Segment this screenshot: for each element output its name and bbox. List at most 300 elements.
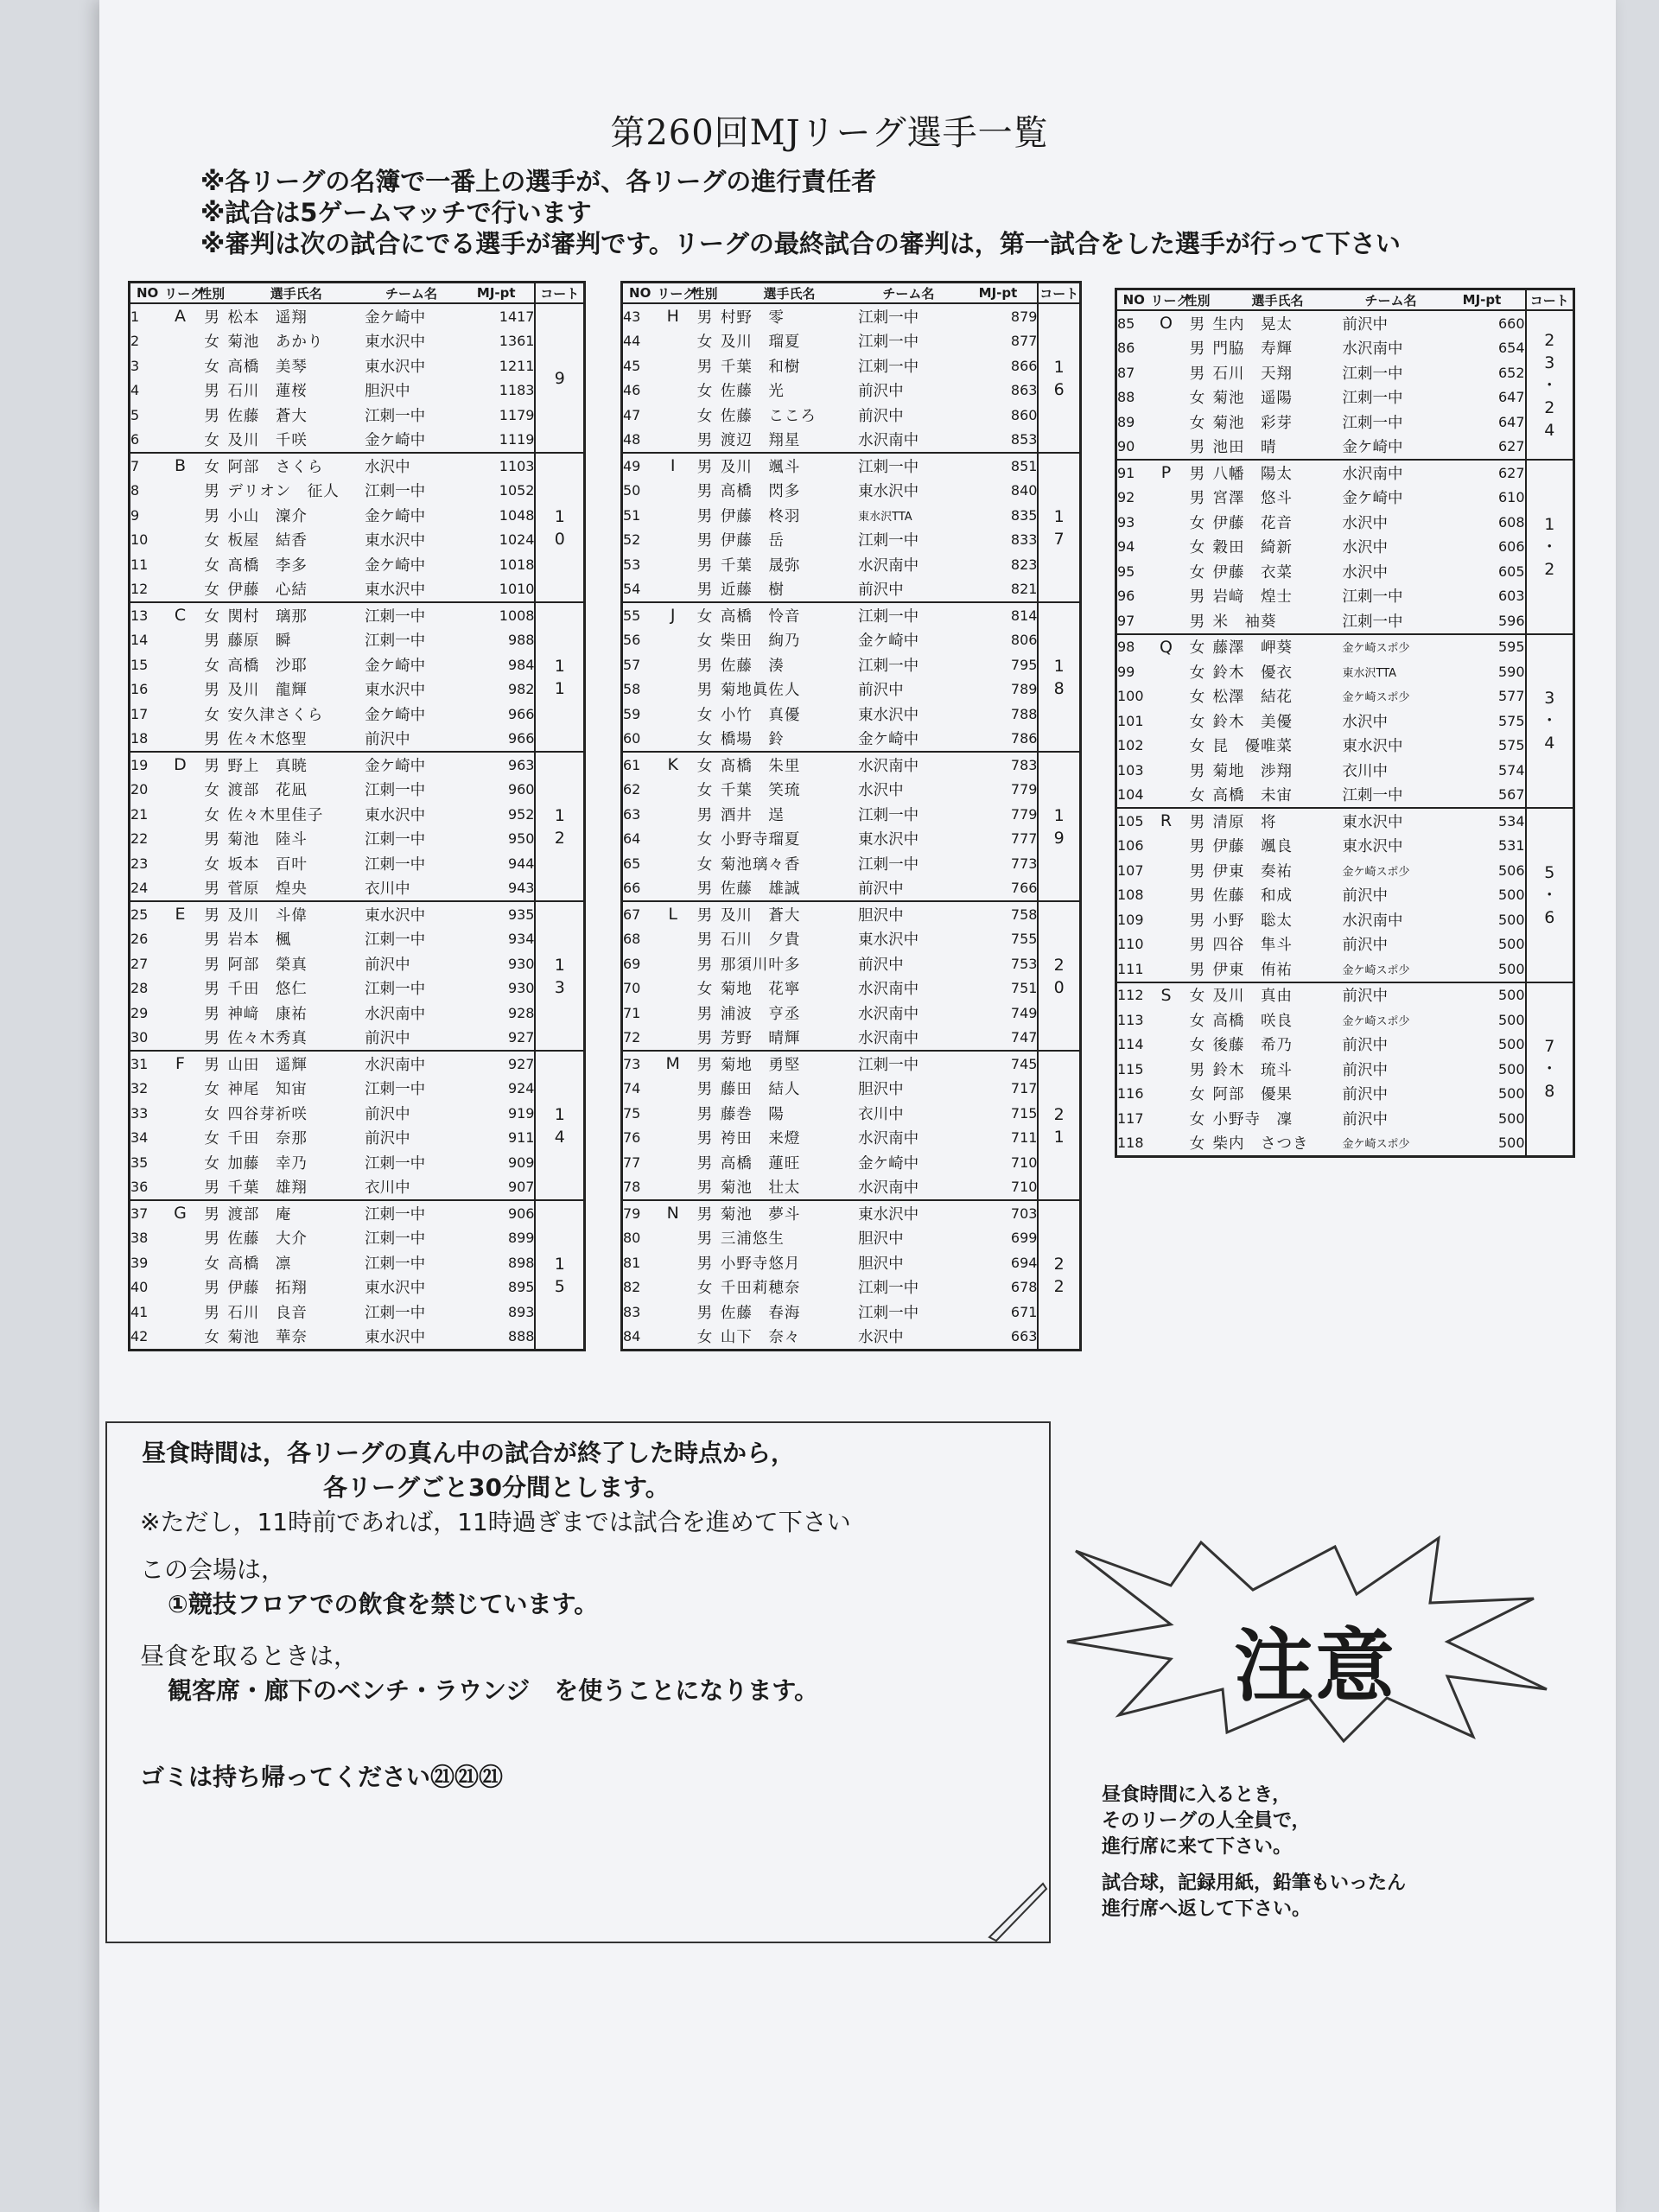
court-number bbox=[535, 1200, 584, 1351]
team-name: 金ケ崎中 bbox=[858, 1154, 919, 1173]
player-number: 64 bbox=[623, 830, 641, 848]
player-number: 20 bbox=[130, 781, 149, 798]
team-name: 水沢南中 bbox=[858, 1005, 919, 1023]
league-letter bbox=[657, 1126, 689, 1151]
player-gender: 男 bbox=[204, 931, 219, 950]
court-digit: 6 bbox=[1544, 907, 1555, 927]
mj-points: 863 bbox=[1010, 382, 1038, 399]
court-number bbox=[535, 1051, 584, 1200]
league-letter bbox=[164, 1001, 196, 1026]
team-name: 水沢南中 bbox=[858, 981, 919, 999]
team-name: 金ケ崎スポ少 bbox=[1342, 1138, 1410, 1152]
team-name: 東水沢中 bbox=[365, 901, 458, 927]
team-name: 江刺一中 bbox=[1342, 787, 1403, 805]
mj-points: 944 bbox=[507, 855, 535, 872]
column-header: チーム名 bbox=[1343, 289, 1440, 311]
player-row bbox=[130, 403, 585, 428]
lunch-line: この会場は， bbox=[140, 1555, 286, 1584]
team-name: 東水沢中 bbox=[365, 806, 426, 824]
player-row bbox=[622, 652, 1081, 677]
player-gender: 女 bbox=[204, 806, 219, 824]
player-gender: 女 bbox=[1189, 689, 1205, 707]
player-number: 52 bbox=[623, 531, 641, 549]
mj-points: 567 bbox=[1497, 786, 1525, 804]
league-letter: L bbox=[657, 901, 689, 927]
league-letter bbox=[657, 577, 689, 603]
mj-points: 1361 bbox=[499, 333, 535, 350]
team-name: 水沢南中 bbox=[365, 1005, 426, 1023]
league-letter bbox=[657, 552, 689, 577]
player-number: 75 bbox=[623, 1104, 641, 1122]
player-row bbox=[130, 927, 585, 952]
team-name: 江刺一中 bbox=[365, 407, 426, 425]
mj-points: 660 bbox=[1497, 315, 1525, 332]
player-number: 77 bbox=[623, 1154, 641, 1171]
player-row bbox=[130, 577, 585, 603]
player-row bbox=[622, 1077, 1081, 1102]
league-letter bbox=[164, 577, 196, 603]
mj-points: 606 bbox=[1497, 538, 1525, 556]
player-row bbox=[622, 303, 1081, 329]
mj-points: 500 bbox=[1497, 960, 1525, 977]
player-gender: 女 bbox=[204, 1130, 219, 1148]
mj-points: 966 bbox=[507, 730, 535, 747]
player-gender: 女 bbox=[204, 657, 219, 675]
player-number: 114 bbox=[1117, 1036, 1144, 1053]
player-name: 高橋 閃多 bbox=[720, 483, 801, 501]
player-name: 野上 真暁 bbox=[227, 752, 365, 778]
mj-points: 911 bbox=[507, 1129, 535, 1147]
team-name: 東水沢中 bbox=[365, 582, 426, 600]
team-name: 江刺一中 bbox=[365, 1230, 426, 1249]
mj-points: 577 bbox=[1497, 688, 1525, 705]
player-name: 菊池璃々香 bbox=[720, 855, 801, 874]
player-gender: 女 bbox=[204, 1329, 219, 1347]
mj-points: 930 bbox=[507, 955, 535, 972]
player-name: 及川 颯斗 bbox=[721, 453, 858, 479]
player-number: 47 bbox=[623, 406, 641, 423]
mj-points: 779 bbox=[1010, 805, 1038, 823]
league-letter bbox=[1151, 1033, 1182, 1058]
league-letter bbox=[657, 802, 689, 827]
player-name: 髙橋 朱里 bbox=[721, 752, 858, 778]
court-number bbox=[535, 303, 584, 453]
player-number: 25 bbox=[130, 901, 165, 927]
player-number: 11 bbox=[130, 556, 149, 573]
mj-points: 895 bbox=[507, 1279, 535, 1296]
team-name: 水沢南中 bbox=[365, 1051, 458, 1077]
team-name: 前沢中 bbox=[365, 956, 410, 974]
player-row bbox=[130, 652, 585, 677]
team-name: 金ケ崎スポ少 bbox=[1343, 634, 1440, 660]
player-row bbox=[130, 1001, 585, 1026]
mj-points: 710 bbox=[1010, 1179, 1038, 1196]
column-header: 性別 bbox=[1182, 289, 1213, 311]
player-number: 15 bbox=[130, 656, 149, 673]
league-letter bbox=[1151, 957, 1182, 982]
team-name: 江刺一中 bbox=[1342, 613, 1403, 631]
player-number: 44 bbox=[623, 333, 641, 350]
player-number: 45 bbox=[623, 357, 641, 374]
player-row bbox=[1116, 684, 1574, 709]
court-digit: 5 bbox=[554, 1276, 565, 1296]
player-gender: 男 bbox=[696, 483, 713, 501]
player-row bbox=[1116, 360, 1574, 385]
player-gender: 男 bbox=[204, 731, 219, 749]
player-row bbox=[130, 778, 585, 803]
league-table-3 bbox=[1115, 288, 1575, 1158]
league-letter bbox=[1151, 410, 1182, 435]
player-gender: 女 bbox=[204, 532, 219, 550]
team-name: 金ケ崎中 bbox=[365, 308, 426, 327]
player-name: 及川 蒼大 bbox=[721, 901, 858, 927]
player-number: 7 bbox=[130, 453, 165, 479]
player-name: 四谷芽祈咲 bbox=[227, 1105, 308, 1123]
league-letter bbox=[657, 403, 689, 428]
player-gender: 男 bbox=[204, 383, 219, 401]
league-letter bbox=[164, 778, 196, 803]
player-number: 56 bbox=[623, 632, 641, 649]
league-letter bbox=[164, 528, 196, 553]
court-digit: 8 bbox=[1544, 1082, 1555, 1102]
league-letter: B bbox=[164, 453, 196, 479]
player-number: 57 bbox=[623, 656, 641, 673]
league-letter bbox=[657, 1101, 689, 1126]
player-name: 千田 悠仁 bbox=[227, 981, 308, 999]
league-table-1 bbox=[128, 281, 586, 1351]
player-gender: 男 bbox=[696, 308, 713, 327]
mj-points: 907 bbox=[507, 1179, 535, 1196]
team-name: 前沢中 bbox=[1342, 1086, 1388, 1104]
player-number: 107 bbox=[1117, 861, 1144, 879]
player-row bbox=[1116, 385, 1574, 410]
player-number: 53 bbox=[623, 556, 641, 573]
league-letter bbox=[1151, 907, 1182, 932]
player-number: 33 bbox=[130, 1104, 149, 1122]
player-row bbox=[622, 503, 1081, 528]
league-letter: J bbox=[657, 602, 689, 628]
mj-points: 773 bbox=[1010, 855, 1038, 872]
team-name: 江刺一中 bbox=[365, 931, 426, 950]
player-number: 19 bbox=[130, 752, 165, 778]
player-number: 103 bbox=[1117, 761, 1144, 779]
team-name: 江刺一中 bbox=[365, 1304, 426, 1322]
player-number: 63 bbox=[623, 805, 641, 823]
player-name: 石川 夕貴 bbox=[720, 931, 801, 950]
player-row bbox=[622, 602, 1081, 628]
column-header: コート bbox=[1038, 283, 1080, 304]
player-row bbox=[1116, 634, 1574, 660]
mj-points: 647 bbox=[1497, 413, 1525, 430]
player-number: 90 bbox=[1117, 438, 1135, 455]
league-letter bbox=[164, 1101, 196, 1126]
mj-points: 814 bbox=[959, 602, 1039, 628]
player-name: 坂本 百叶 bbox=[227, 855, 308, 874]
mj-points: 783 bbox=[959, 752, 1039, 778]
league-letter bbox=[164, 503, 196, 528]
league-letter bbox=[1151, 883, 1182, 908]
player-number: 65 bbox=[623, 855, 641, 872]
court-digit: 2 bbox=[1053, 955, 1065, 975]
player-name: 那須川叶多 bbox=[720, 956, 801, 974]
player-number: 86 bbox=[1117, 340, 1135, 357]
mj-points: 935 bbox=[458, 901, 536, 927]
player-gender: 女 bbox=[696, 706, 713, 724]
league-letter bbox=[1151, 336, 1182, 361]
team-name: 前沢中 bbox=[1342, 1037, 1388, 1055]
player-gender: 女 bbox=[696, 632, 713, 651]
league-letter bbox=[657, 702, 689, 727]
league-letter: A bbox=[175, 307, 186, 327]
mj-points: 952 bbox=[507, 805, 535, 823]
player-row bbox=[622, 1250, 1081, 1275]
player-number: 10 bbox=[130, 531, 149, 549]
player-gender: 男 bbox=[1189, 490, 1205, 508]
player-number: 34 bbox=[130, 1129, 149, 1147]
team-name: 江刺一中 bbox=[365, 483, 426, 501]
player-name: 鈴木 琉斗 bbox=[1212, 1061, 1293, 1079]
player-gender: 男 bbox=[1189, 762, 1205, 780]
player-name: 芳野 晴輝 bbox=[720, 1030, 801, 1048]
column-header: リーグ bbox=[1151, 289, 1182, 311]
player-row bbox=[622, 353, 1081, 378]
mj-points: 909 bbox=[507, 1154, 535, 1171]
player-name: 穀田 綺新 bbox=[1212, 539, 1293, 557]
mj-points: 749 bbox=[1010, 1004, 1038, 1021]
player-row bbox=[130, 727, 585, 753]
player-row bbox=[130, 1300, 585, 1325]
player-gender: 男 bbox=[696, 931, 713, 950]
player-name: 阿部 さくら bbox=[227, 453, 365, 479]
player-gender: 男 bbox=[204, 1280, 219, 1298]
player-gender: 女 bbox=[1189, 1110, 1205, 1128]
player-gender: 男 bbox=[696, 432, 713, 450]
court-number bbox=[535, 901, 584, 1051]
team-name: 東水沢中 bbox=[858, 931, 919, 950]
mj-points: 982 bbox=[507, 681, 535, 698]
team-name: 前沢中 bbox=[858, 383, 904, 401]
court-number bbox=[1526, 310, 1574, 460]
player-gender: 男 bbox=[696, 1304, 713, 1322]
player-number: 31 bbox=[130, 1051, 165, 1077]
team-name: 金ケ崎中 bbox=[1342, 490, 1403, 508]
team-name: 水沢中 bbox=[1342, 563, 1388, 582]
player-gender: 女 bbox=[204, 1255, 219, 1273]
player-number: 55 bbox=[622, 602, 658, 628]
player-row bbox=[622, 1300, 1081, 1325]
team-name: 水沢南中 bbox=[858, 1179, 919, 1198]
league-letter bbox=[657, 876, 689, 902]
player-gender: 男 bbox=[1189, 862, 1205, 880]
player-row bbox=[622, 329, 1081, 354]
team-name: 東水沢中 bbox=[1343, 808, 1440, 834]
player-name: 高橋 未宙 bbox=[1212, 787, 1293, 805]
player-row bbox=[622, 778, 1081, 803]
player-name: 佐藤 雄誠 bbox=[720, 880, 801, 899]
player-gender: 女 bbox=[204, 1105, 219, 1123]
player-row bbox=[622, 951, 1081, 976]
player-number: 50 bbox=[623, 482, 641, 499]
mj-points: 786 bbox=[1010, 730, 1038, 747]
player-gender: 女 bbox=[204, 582, 219, 600]
player-gender: 男 bbox=[696, 1179, 713, 1198]
league-letter bbox=[657, 378, 689, 404]
page-curl-icon bbox=[989, 1884, 1050, 1944]
league-letter bbox=[164, 1275, 196, 1300]
team-name: 江刺一中 bbox=[858, 1051, 958, 1077]
mj-points: 500 bbox=[1497, 936, 1525, 953]
player-number: 4 bbox=[130, 382, 140, 399]
player-gender: 男 bbox=[1189, 315, 1205, 334]
player-number: 28 bbox=[130, 980, 149, 997]
team-name: 東水沢中 bbox=[365, 682, 426, 700]
league-letter bbox=[1151, 932, 1182, 957]
mj-points: 924 bbox=[507, 1080, 535, 1097]
league-letter bbox=[1151, 684, 1182, 709]
court-digit: 3 bbox=[1544, 353, 1555, 372]
team-name: 東水沢中 bbox=[858, 1200, 958, 1226]
team-name: 金ケ崎中 bbox=[365, 432, 426, 450]
mj-points: 851 bbox=[959, 453, 1039, 479]
team-name: 東水沢中 bbox=[365, 358, 426, 376]
mj-points: 853 bbox=[1010, 431, 1038, 448]
caution-line: 進行席へ返して下さい。 bbox=[1102, 1898, 1312, 1920]
court-number bbox=[1038, 1200, 1080, 1351]
mj-points: 678 bbox=[1010, 1279, 1038, 1296]
player-row bbox=[1116, 310, 1574, 336]
team-name: 胆沢中 bbox=[858, 1230, 904, 1249]
mj-points: 500 bbox=[1497, 1109, 1525, 1127]
team-name: 胆沢中 bbox=[858, 901, 958, 927]
player-gender: 男 bbox=[204, 981, 219, 999]
mj-points: 950 bbox=[507, 830, 535, 848]
player-number: 109 bbox=[1117, 911, 1144, 928]
team-name: 前沢中 bbox=[1342, 937, 1388, 955]
mj-points: 766 bbox=[1010, 880, 1038, 897]
player-number: 79 bbox=[622, 1200, 658, 1226]
league-letter bbox=[1151, 535, 1182, 560]
league-letter bbox=[657, 727, 689, 753]
mj-points: 898 bbox=[507, 1254, 535, 1271]
player-name: 佐藤 春海 bbox=[720, 1304, 801, 1322]
league-letter bbox=[164, 727, 196, 753]
player-name: 伊藤 花音 bbox=[1212, 514, 1293, 532]
player-row bbox=[622, 802, 1081, 827]
league-letter bbox=[1151, 1007, 1182, 1033]
player-row bbox=[130, 453, 585, 479]
player-row bbox=[1116, 1007, 1574, 1033]
player-row bbox=[1116, 410, 1574, 435]
player-number: 23 bbox=[130, 855, 149, 872]
player-number: 12 bbox=[130, 581, 149, 598]
player-name: 関村 璃那 bbox=[227, 602, 365, 628]
league-letter: M bbox=[657, 1051, 689, 1077]
league-letter bbox=[1151, 510, 1182, 535]
player-number: 106 bbox=[1117, 837, 1144, 855]
player-number: 30 bbox=[130, 1029, 149, 1046]
court-number bbox=[1526, 460, 1574, 634]
player-name: 後藤 希乃 bbox=[1212, 1037, 1293, 1055]
player-name: 松澤 結花 bbox=[1212, 689, 1293, 707]
player-number: 96 bbox=[1117, 588, 1135, 605]
league-letter bbox=[1151, 734, 1182, 759]
league-letter bbox=[164, 652, 196, 677]
league-letter bbox=[657, 1275, 689, 1300]
player-number: 118 bbox=[1117, 1135, 1144, 1152]
player-name: 藤原 瞬 bbox=[227, 632, 292, 651]
mj-points: 500 bbox=[1497, 1060, 1525, 1077]
player-name: 小野寺悠月 bbox=[720, 1255, 801, 1273]
player-gender: 男 bbox=[696, 956, 713, 974]
column-header: 性別 bbox=[196, 283, 228, 304]
player-name: 菅原 煌央 bbox=[227, 880, 308, 899]
mj-points: 500 bbox=[1497, 1085, 1525, 1103]
league-letter bbox=[164, 976, 196, 1001]
player-number: 101 bbox=[1117, 712, 1144, 729]
player-row bbox=[1116, 808, 1574, 834]
player-name: 佐藤 和成 bbox=[1212, 887, 1293, 906]
mj-points: 717 bbox=[1010, 1080, 1038, 1097]
mj-points: 715 bbox=[1010, 1104, 1038, 1122]
player-number: 110 bbox=[1117, 936, 1144, 953]
court-number bbox=[1038, 453, 1080, 602]
court-digit: 6 bbox=[1053, 379, 1065, 399]
player-number: 37 bbox=[130, 1200, 165, 1226]
player-number: 66 bbox=[623, 880, 641, 897]
mj-points: 866 bbox=[1010, 357, 1038, 374]
league-letter: F bbox=[164, 1051, 196, 1077]
player-gender: 女 bbox=[204, 1081, 219, 1099]
team-name: 江刺一中 bbox=[365, 782, 426, 800]
mj-points: 966 bbox=[507, 705, 535, 722]
mj-points: 1119 bbox=[499, 431, 535, 448]
player-number: 40 bbox=[130, 1279, 149, 1296]
player-row bbox=[1116, 336, 1574, 361]
mj-points: 575 bbox=[1497, 737, 1525, 754]
player-name: 菊地眞佐人 bbox=[720, 682, 801, 700]
note-line: ※各リーグの名簿で一番上の選手が、各リーグの進行責任者 bbox=[200, 167, 877, 196]
player-row bbox=[622, 1325, 1081, 1351]
player-name: 佐藤 こころ bbox=[720, 407, 817, 425]
player-row bbox=[130, 1175, 585, 1201]
player-name: 高橋 美琴 bbox=[227, 358, 308, 376]
player-number: 74 bbox=[623, 1080, 641, 1097]
player-row bbox=[130, 602, 585, 628]
mj-points: 711 bbox=[1010, 1129, 1038, 1147]
team-name: 胆沢中 bbox=[365, 383, 410, 401]
player-row bbox=[1116, 734, 1574, 759]
mj-points: 1052 bbox=[499, 482, 535, 499]
mj-points: 1008 bbox=[458, 602, 536, 628]
league-letter bbox=[657, 827, 689, 852]
player-row bbox=[622, 577, 1081, 603]
player-name: 神﨑 康祐 bbox=[227, 1005, 308, 1023]
league-letter bbox=[164, 353, 196, 378]
lunch-line: 昼食時間は，各リーグの真ん中の試合が終了した時点から， bbox=[142, 1439, 796, 1467]
team-name: 衣川中 bbox=[1342, 762, 1388, 780]
player-gender: 女 bbox=[1189, 738, 1205, 756]
player-number: 16 bbox=[130, 681, 149, 698]
player-gender: 女 bbox=[696, 1329, 713, 1347]
league-letter bbox=[164, 1126, 196, 1151]
player-name: 藤田 結人 bbox=[720, 1081, 801, 1099]
player-number: 116 bbox=[1117, 1085, 1144, 1103]
player-number: 100 bbox=[1117, 688, 1144, 705]
player-row bbox=[130, 876, 585, 902]
player-number: 42 bbox=[130, 1328, 149, 1345]
court-digit: 0 bbox=[554, 529, 565, 549]
player-row bbox=[130, 976, 585, 1001]
